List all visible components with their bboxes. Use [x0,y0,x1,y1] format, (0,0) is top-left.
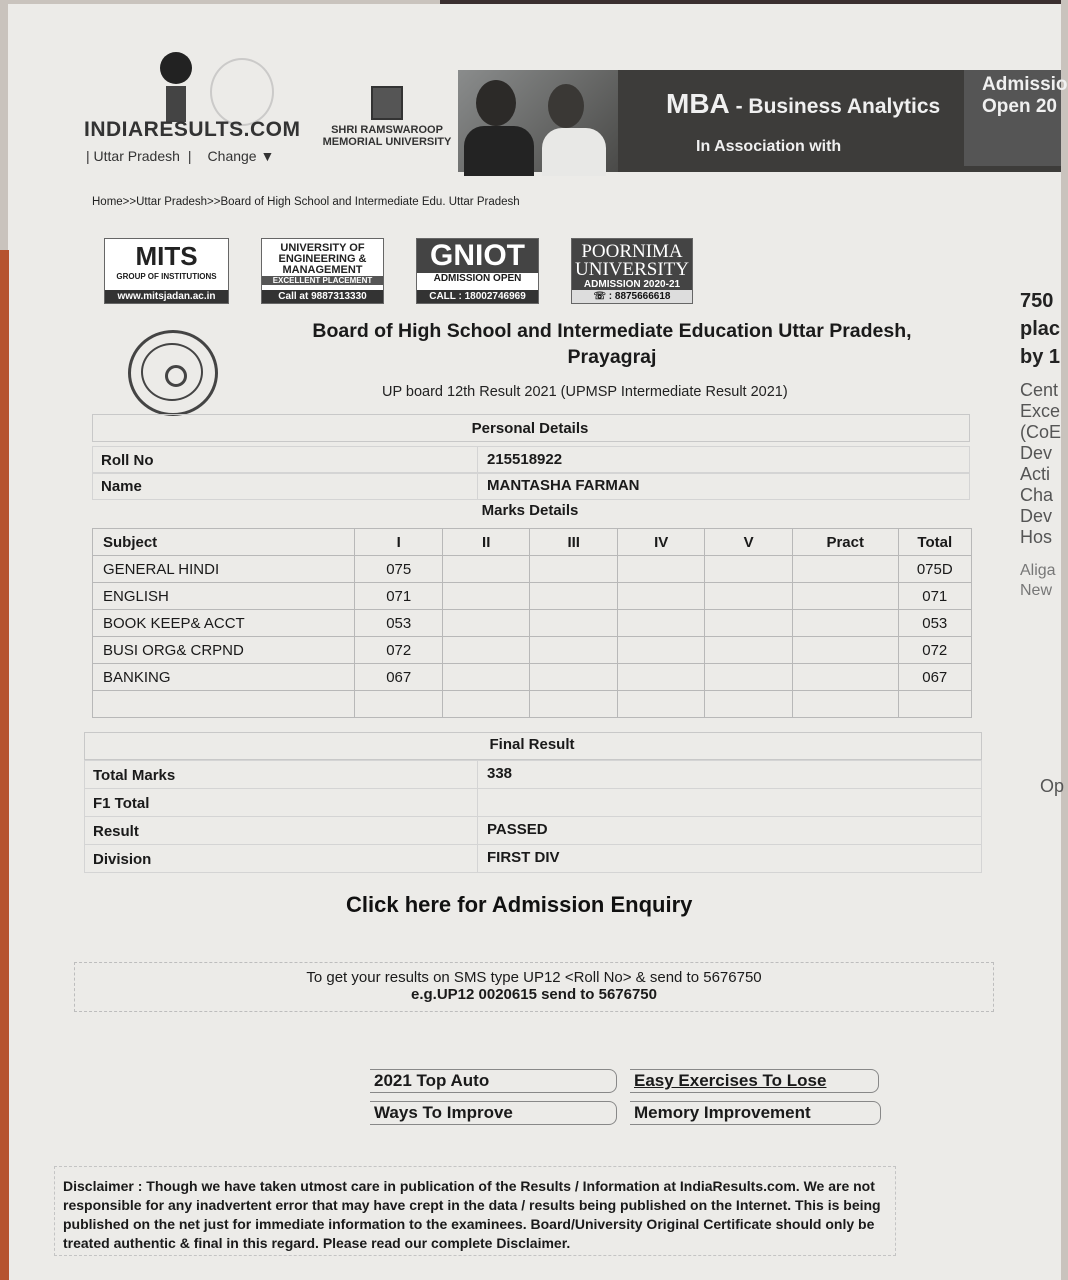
side-item: Cent [1020,380,1059,400]
roll-label: Roll No [101,452,154,469]
name-row [92,472,970,500]
up-board-emblem-icon [128,330,218,416]
table-row [93,664,972,691]
ad-poornima[interactable] [571,238,693,304]
board-title-line1: Board of High School and Intermediate Education Uttar Pradesh, [312,320,912,342]
site-logo-text[interactable]: INDIARESULTS.COM [84,118,301,141]
total-marks-label: Total Marks [93,767,176,784]
banner-admission-line2: Open 20 [982,96,1057,117]
table-row [93,583,972,610]
university-name: SHRI RAMSWAROOP MEMORIAL UNIVERSITY [322,124,452,148]
ad-gniot-phone: CALL : 18002746969 [417,290,538,303]
name-label: Name [101,478,142,495]
roll-value: 215518922 [487,451,563,468]
marks-header-row [93,529,972,556]
ad-uem-phone: Call at 9887313330 [262,290,383,303]
ad-mits-subtitle: GROUP OF INSTITUTIONS [116,272,217,281]
sms-example: e.g.UP12 0020615 send to 5676750 [411,986,657,1003]
side-heading-3: by 1 [1020,346,1061,368]
marks-i-cell: 075 [355,556,442,583]
university-emblem-icon [371,86,403,120]
total-marks-row [84,760,982,789]
sms-instruction: To get your results on SMS type UP12 <Roll No> & send to 5676750 [306,969,762,986]
banner-admission-line1: Admissio [982,74,1068,95]
side-item: Acti [1020,464,1051,484]
marks-table [92,528,972,718]
side-heading-2: plac [1020,318,1061,340]
col-ii: II [442,529,529,556]
separator: | [187,148,192,164]
ad-poornima-admission: ADMISSION 2020-21 [583,279,681,290]
final-result-title: Final Result [489,736,575,753]
col-iii: III [530,529,617,556]
marks-i-cell: 072 [355,637,442,664]
total-cell: 072 [898,637,972,664]
banner-association: In Association with [696,138,842,155]
sms-info-box [74,962,994,1012]
link-ways-to-improve[interactable]: Ways To Improve [370,1101,617,1125]
university-logo[interactable] [320,86,454,148]
col-v: V [705,529,792,556]
side-item: Hos [1020,527,1053,547]
ad-poornima-title: POORNIMA UNIVERSITY [575,241,689,280]
col-total: Total [898,529,972,556]
state-map-icon [210,58,274,126]
side-item: Exce [1020,401,1061,421]
state-selector [86,148,274,164]
side-item: (CoE [1020,422,1062,442]
top-edge [440,0,1061,4]
division-value: FIRST DIV [487,849,560,866]
total-cell: 071 [898,583,972,610]
empty-row [93,691,972,718]
roll-row [92,446,970,474]
side-location-1: Aliga [1020,562,1056,579]
division-label: Division [93,851,152,868]
banner-photo [458,70,618,172]
banner-headline: MBA - Business Analytics [666,88,941,119]
ad-poornima-phone: ☏ : 8875666618 [572,290,692,303]
total-marks-value: 338 [487,765,513,782]
ad-gniot-admission: ADMISSION OPEN [433,273,522,284]
ad-uem[interactable] [261,238,384,304]
subject-cell: GENERAL HINDI [93,556,355,583]
site-logo-icon[interactable] [158,52,194,122]
marks-i-cell: 053 [355,610,442,637]
link-top-auto[interactable]: 2021 Top Auto [370,1069,617,1093]
subject-cell: BANKING [93,664,355,691]
mba-banner-ad[interactable] [458,70,1068,172]
side-item: Dev [1020,443,1053,463]
subject-cell: BUSI ORG& CRPND [93,637,355,664]
f1-total-row [84,788,982,817]
side-item: Cha [1020,485,1054,505]
link-easy-exercises[interactable]: Easy Exercises To Lose [630,1069,879,1093]
ad-mits-url: www.mitsjadan.ac.in [105,290,228,303]
board-title [292,318,932,370]
personal-details-title: Personal Details [471,420,589,437]
marks-i-cell: 067 [355,664,442,691]
side-item: Dev [1020,506,1053,526]
table-row [93,610,972,637]
subject-cell: BOOK KEEP& ACCT [93,610,355,637]
f1-total-label: F1 Total [93,795,150,812]
marks-details-title: Marks Details [481,502,579,519]
total-cell: 067 [898,664,972,691]
breadcrumb[interactable]: Home>>Uttar Pradesh>>Board of High School and Intermediate Edu. Uttar Pradesh [92,196,520,208]
subject-cell: ENGLISH [93,583,355,610]
result-row [84,816,982,845]
board-title-line2: Prayagraj [567,346,657,368]
division-row [84,844,982,873]
table-row [93,637,972,664]
result-label: Result [93,823,139,840]
background-strip [0,250,9,1280]
name-value: MANTASHA FARMAN [487,477,640,494]
side-location-2: New [1020,582,1053,599]
ad-uem-title: UNIVERSITY OF ENGINEERING & MANAGEMENT [278,242,367,276]
link-memory-improvement[interactable]: Memory Improvement [630,1101,881,1125]
ad-uem-placement: EXCELLENT PLACEMENT [262,276,383,285]
total-cell: 075D [898,556,972,583]
state-label: | Uttar Pradesh [86,148,180,164]
ad-gniot-title: GNIOT [417,239,538,273]
ad-mits-title: MITS [135,241,198,271]
table-row [93,556,972,583]
col-pract: Pract [792,529,898,556]
disclaimer: Disclaimer : Though we have taken utmost care in publication of the Results / Information at IndiaResults.com. We are not responsible for any inadvertent error that may have crept in the data / results being published on the Internet. This is being published on the net just for immediate information to the examinees. Board/University Original Certificate should only be treated authentic & final in this regard. Please read our complete Disclaimer. [54,1166,896,1256]
col-iv: IV [617,529,704,556]
col-i: I [355,529,442,556]
ad-mits[interactable] [104,238,229,304]
marks-i-cell: 071 [355,583,442,610]
result-value: PASSED [487,821,548,838]
col-subject: Subject [93,529,355,556]
side-heading-1: 750 [1020,290,1054,312]
admission-enquiry-link[interactable]: Click here for Admission Enquiry [346,892,693,917]
banner-admission-panel [964,70,1068,166]
total-cell: 053 [898,610,972,637]
ad-gniot[interactable] [416,238,539,304]
change-state-link[interactable]: Change ▼ [207,148,275,164]
side-op: Op [1040,776,1065,796]
result-caption: UP board 12th Result 2021 (UPMSP Intermediate Result 2021) [382,384,788,400]
